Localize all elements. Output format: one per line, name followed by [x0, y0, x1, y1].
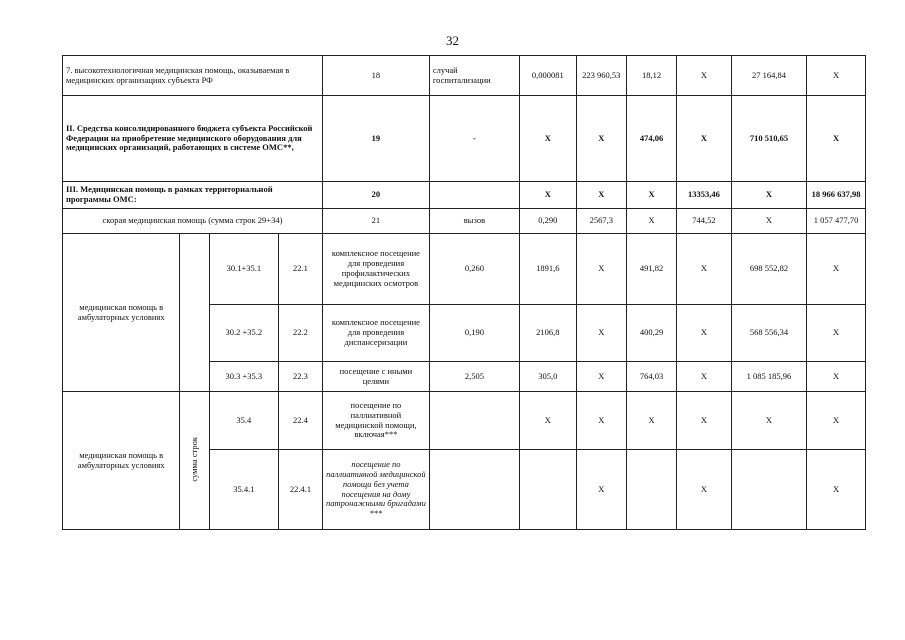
sum-formula: 30.2 +35.2 [209, 305, 278, 362]
cost-cell: 1891,6 [520, 234, 577, 305]
sum-label: сумма строк [188, 436, 199, 482]
norm-cell: X [520, 96, 577, 182]
value-cell: X [807, 362, 866, 392]
value-cell: X [626, 209, 676, 234]
row-name: II. Средства консолидированного бюджета субъекта Российской Федерации на приобретение медицинского оборудования для медицинских организаций, работающих в системе ОМС**, [63, 96, 323, 182]
line-number: 18 [322, 56, 429, 96]
norm-cell: 0,290 [520, 209, 577, 234]
value-cell: X [731, 182, 806, 209]
value-cell: X [807, 305, 866, 362]
table-row [63, 182, 866, 209]
norm-cell: 0,000081 [520, 56, 577, 96]
value-cell: 698 552,82 [731, 234, 806, 305]
value-cell: X [576, 450, 626, 530]
row-name: III. Медицинская помощь в рамках территориальной программы ОМС: [63, 182, 323, 209]
value-cell: X [677, 305, 732, 362]
sum-formula: 30.3 +35.3 [209, 362, 278, 392]
sum-formula: 35.4 [209, 392, 278, 450]
line-number: 22.2 [278, 305, 322, 362]
unit-cell: вызов [429, 209, 519, 234]
table-row [63, 234, 866, 305]
group-label: медицинская помощь в амбулаторных условиях [63, 234, 180, 392]
empty-cell [180, 234, 209, 392]
value-cell: X [576, 234, 626, 305]
unit-cell: - [429, 96, 519, 182]
value-cell: X [807, 56, 866, 96]
value-cell: 27 164,84 [731, 56, 806, 96]
norm-cell [429, 450, 519, 530]
line-number: 22.1 [278, 234, 322, 305]
value-cell: X [807, 450, 866, 530]
unit-cell [429, 182, 519, 209]
value-cell: 400,29 [626, 305, 676, 362]
value-cell: X [731, 392, 806, 450]
line-number: 22.4.1 [278, 450, 322, 530]
cost-cell [520, 450, 577, 530]
unit-cell: посещение с иными целями [322, 362, 429, 392]
norm-cell: 0,260 [429, 234, 519, 305]
group-label: медицинская помощь в амбулаторных условиях [63, 392, 180, 530]
row-name: 7. высокотехнологичная медицинская помощь, оказываемая в медицинских организациях субъекта РФ [63, 56, 323, 96]
value-cell: X [807, 392, 866, 450]
line-number: 20 [322, 182, 429, 209]
table-row [63, 209, 866, 234]
norm-cell [429, 392, 519, 450]
cost-cell: 223 960,53 [576, 56, 626, 96]
unit-cell: комплексное посещение для проведения диспансеризации [322, 305, 429, 362]
line-number: 19 [322, 96, 429, 182]
value-cell [626, 450, 676, 530]
value-cell: X [626, 182, 676, 209]
cost-cell: 2567,3 [576, 209, 626, 234]
table-row [63, 56, 866, 96]
value-cell: 474,06 [626, 96, 676, 182]
value-cell: 744,52 [677, 209, 732, 234]
value-cell: X [677, 392, 732, 450]
value-cell: X [576, 392, 626, 450]
table-row [63, 96, 866, 182]
value-cell: 491,82 [626, 234, 676, 305]
value-cell: 1 057 477,70 [807, 209, 866, 234]
row-name: скорая медицинская помощь (сумма строк 29+34) [63, 209, 323, 234]
value-cell: X [677, 56, 732, 96]
value-cell: X [807, 96, 866, 182]
table-row [63, 392, 866, 450]
value-cell: X [576, 305, 626, 362]
financing-table [62, 55, 866, 530]
value-cell: X [626, 392, 676, 450]
value-cell: X [677, 234, 732, 305]
value-cell: 13353,46 [677, 182, 732, 209]
norm-cell: 0,190 [429, 305, 519, 362]
unit-cell: комплексное посещение для проведения профилактических медицинских осмотров [322, 234, 429, 305]
value-cell: X [677, 96, 732, 182]
value-cell: 18,12 [626, 56, 676, 96]
page-number: 32 [446, 33, 459, 48]
cost-cell: 305,0 [520, 362, 577, 392]
cost-cell: X [576, 182, 626, 209]
line-number: 21 [322, 209, 429, 234]
value-cell: X [731, 209, 806, 234]
unit-cell: случай госпитализации [429, 56, 519, 96]
value-cell [731, 450, 806, 530]
value-cell: 1 085 185,96 [731, 362, 806, 392]
value-cell: 18 966 637,98 [807, 182, 866, 209]
value-cell: X [576, 362, 626, 392]
value-cell: 568 556,34 [731, 305, 806, 362]
unit-cell: посещение по паллиативной медицинской помощи, включая*** [322, 392, 429, 450]
value-cell: X [677, 450, 732, 530]
value-cell: X [677, 362, 732, 392]
line-number: 22.4 [278, 392, 322, 450]
norm-cell: X [520, 182, 577, 209]
norm-cell: 2,505 [429, 362, 519, 392]
sum-label-cell [180, 392, 209, 530]
value-cell: 710 510,65 [731, 96, 806, 182]
value-cell: 764,03 [626, 362, 676, 392]
line-number: 22.3 [278, 362, 322, 392]
sum-formula: 30.1+35.1 [209, 234, 278, 305]
value-cell: X [807, 234, 866, 305]
cost-cell: 2106,8 [520, 305, 577, 362]
unit-cell: посещение по паллиативной медицинской помощи без учета посещения на дому патронажными бригадами *** [322, 450, 429, 530]
sum-formula: 35.4.1 [209, 450, 278, 530]
cost-cell: X [576, 96, 626, 182]
cost-cell: X [520, 392, 577, 450]
